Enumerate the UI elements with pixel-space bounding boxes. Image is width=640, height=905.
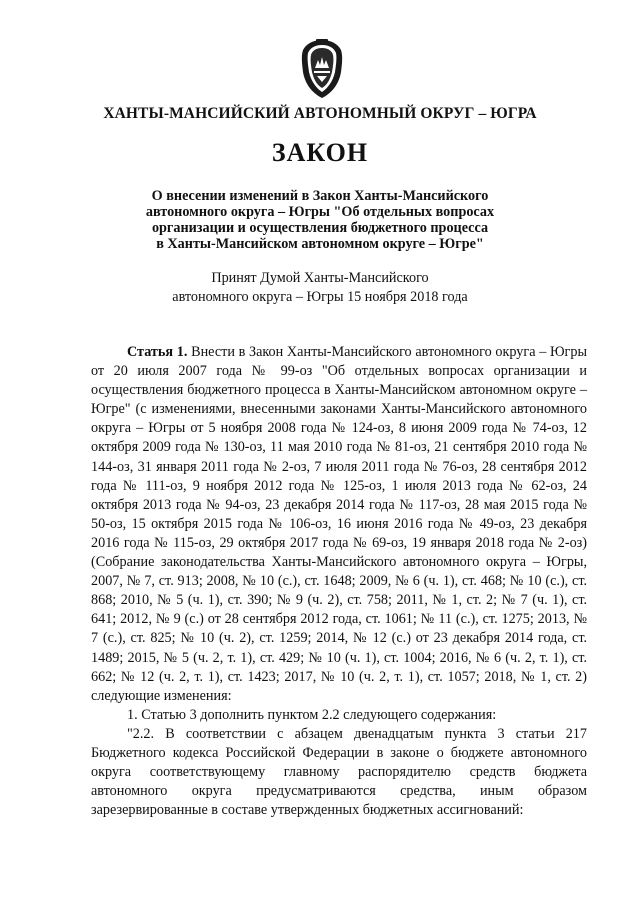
subtitle-line: организации и осуществления бюджетного процесса <box>151 220 489 236</box>
document-body <box>91 343 587 820</box>
adoption-line: Принят Думой Ханты-Мансийского <box>211 270 429 286</box>
region-name: ХАНТЫ-МАНСИЙСКИЙ АВТОНОМНЫЙ ОКРУГ – ЮГРА <box>103 105 537 122</box>
law-subtitle <box>0 188 640 252</box>
subtitle-line: в Ханты-Мансийском автономном округе – Югре" <box>156 236 484 252</box>
coat-of-arms-icon <box>299 38 345 100</box>
document-type-title: ЗАКОН <box>271 138 369 167</box>
article-1-label: Статья 1. <box>127 344 188 360</box>
subtitle-line: О внесении изменений в Закон Ханты-Мансийского <box>151 188 489 204</box>
subtitle-line: автономного округа – Югры "Об отдельных вопросах <box>145 204 495 220</box>
coat-of-arms-emblem <box>299 38 345 100</box>
article-1-paragraph <box>91 343 587 706</box>
article-1-text: Внести в Закон Ханты-Мансийского автономного округа – Югры от 20 июля 2007 года № 99-оз "Об отдельных вопросах организации и осуществления бюджетного процесса в Ханты-Мансийском автономном округе – Югре" (с изменениями, внесенными законами Ханты-Мансийского автономного округа – Югры от 5 ноября 2008 года № 124-оз, 8 июня 2009 года № 74-оз, 12 октября 2009 года № 130-оз, 11 мая 2010 года № 81-оз, 21 сентября 2010 года № 144-оз, 31 января 2011 года № 2-оз, 7 июля 2011 года № 76-оз, 28 сентября 2012 года № 111-оз, 9 ноября 2012 года № 125-оз, 1 июля 2013 года № 62-оз, 24 октября 2013 года № 94-оз, 23 декабря 2014 года № 117-оз, 28 мая 2015 года № 50-оз, 15 октября 2015 года № 106-оз, 16 июня 2016 года № 49-оз, 23 декабря 2016 года № 115-оз, 29 октября 2017 года № 69-оз, 19 января 2018 года № 2-оз) (Собрание законодательства Ханты-Мансийского автономного округа – Югры, 2007, № 7, ст. 913; 2008, № 10 (с.), ст. 1648; 2009, № 6 (ч. 1), ст. 468; № 10 (с.), ст. 868; 2010, № 5 (ч. 1), ст. 390; № 9 (ч. 2), ст. 758; 2011, № 1, ст. 2; № 7 (ч. 1), ст. 641; 2012, № 9 (с.) от 28 сентября 2012 года, ст. 1061; № 11 (с.), ст. 1275; 2013, № 7 (с.), ст. 825; № 10 (ч. 2), ст. 1259; 2014, № 12 (с.) от 23 декабря 2014 года, ст. 1489; 2015, № 5 (ч. 2, т. 1), ст. 429; № 10 (ч. 1), ст. 1004; 2016, № 6 (ч. 2, т. 1), ст. 662; № 12 (ч. 2, т. 1), ст. 1423; 2017, № 10 (ч. 2, т. 1), ст. 1057; 2018, № 1, ст. 2) следующие изменения: <box>91 344 588 704</box>
adoption-note <box>0 269 640 307</box>
adoption-line: автономного округа – Югры 15 ноября 2018 года <box>172 289 468 305</box>
item-1-paragraph: 1. Статью 3 дополнить пунктом 2.2 следующего содержания: <box>127 706 497 723</box>
item-1-quote-paragraph: "2.2. В соответствии с абзацем двенадцатым пункта 3 статьи 217 Бюджетного кодекса Российской Федерации в законе о бюджете автономного округа соответствующему главному распорядителю средств бюджета автономного округа предусматриваются средства, иным образом зарезервированные в составе утвержденных бюджетных ассигнований: <box>91 725 587 819</box>
